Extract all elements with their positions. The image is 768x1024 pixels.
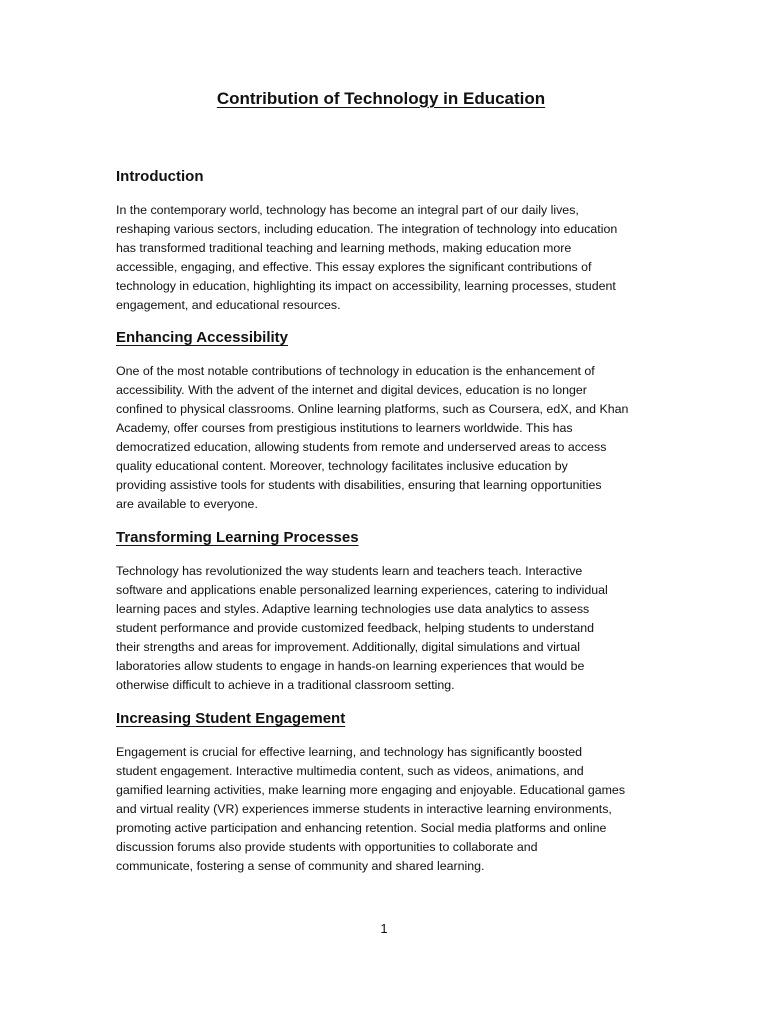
paragraph-increasing-student-engagement: [116, 743, 656, 876]
text-line: Engagement is crucial for effective learning, and technology has significantly boosted: [116, 745, 583, 759]
text-line: One of the most notable contributions of technology in education is the enhancement of: [116, 364, 595, 378]
text-line: Academy, offer courses from prestigious institutions to learners worldwide. This has: [116, 421, 573, 435]
text-line: discussion forums also provide students with opportunities to collaborate and: [116, 840, 538, 854]
text-line: student performance and provide customized feedback, helping students to understand: [116, 621, 595, 635]
text-line: reshaping various sectors, including education. The integration of technology into education: [116, 222, 618, 236]
text-line: student engagement. Interactive multimedia content, such as videos, animations, and: [116, 764, 584, 778]
text-line: confined to physical classrooms. Online learning platforms, such as Coursera, edX, and Khan: [116, 402, 629, 416]
text-line: software and applications enable personalized learning experiences, catering to individual: [116, 583, 608, 597]
text-line: engagement, and educational resources.: [116, 298, 341, 312]
text-line: gamified learning activities, make learning more engaging and enjoyable. Educational games: [116, 783, 626, 797]
section-heading-introduction: Introduction: [116, 168, 204, 185]
text-line: In the contemporary world, technology has become an integral part of our daily lives,: [116, 203, 579, 217]
document-title: [0, 88, 762, 110]
text-line: quality educational content. Moreover, technology facilitates inclusive education by: [116, 459, 568, 473]
text-line: has transformed traditional teaching and learning methods, making education more: [116, 241, 572, 255]
section-heading-increasing-student-engagement: Increasing Student Engagement: [116, 710, 346, 727]
paragraph-transforming-learning-processes: [116, 562, 656, 695]
text-line: accessibility. With the advent of the internet and digital devices, education is no longer: [116, 383, 587, 397]
text-line: promoting active participation and enhancing retention. Social media platforms and online: [116, 821, 607, 835]
text-line: otherwise difficult to achieve in a traditional classroom setting.: [116, 678, 455, 692]
text-line: are available to everyone.: [116, 497, 258, 511]
text-line: their strengths and areas for improvement. Additionally, digital simulations and virtual: [116, 640, 580, 654]
page-number: 1: [380, 921, 388, 936]
paragraph-introduction: [116, 201, 656, 315]
text-line: accessible, engaging, and effective. This essay explores the significant contributions of: [116, 260, 592, 274]
document-title-text: Contribution of Technology in Education: [216, 89, 546, 108]
text-line: and virtual reality (VR) experiences immerse students in interactive learning environments,: [116, 802, 612, 816]
text-line: learning paces and styles. Adaptive learning technologies use data analytics to assess: [116, 602, 590, 616]
text-line: technology in education, highlighting its impact on accessibility, learning processes, student: [116, 279, 616, 293]
text-line: providing assistive tools for students with disabilities, ensuring that learning opportunities: [116, 478, 602, 492]
paragraph-enhancing-accessibility: [116, 362, 656, 514]
text-line: laboratories allow students to engage in hands-on learning experiences that would be: [116, 659, 585, 673]
section-heading-enhancing-accessibility: Enhancing Accessibility: [116, 329, 288, 346]
text-line: communicate, fostering a sense of community and shared learning.: [116, 859, 485, 873]
text-line: democratized education, allowing students from remote and underserved areas to access: [116, 440, 607, 454]
text-line: Technology has revolutionized the way students learn and teachers teach. Interactive: [116, 564, 583, 578]
section-heading-transforming-learning-processes: Transforming Learning Processes: [116, 529, 359, 546]
